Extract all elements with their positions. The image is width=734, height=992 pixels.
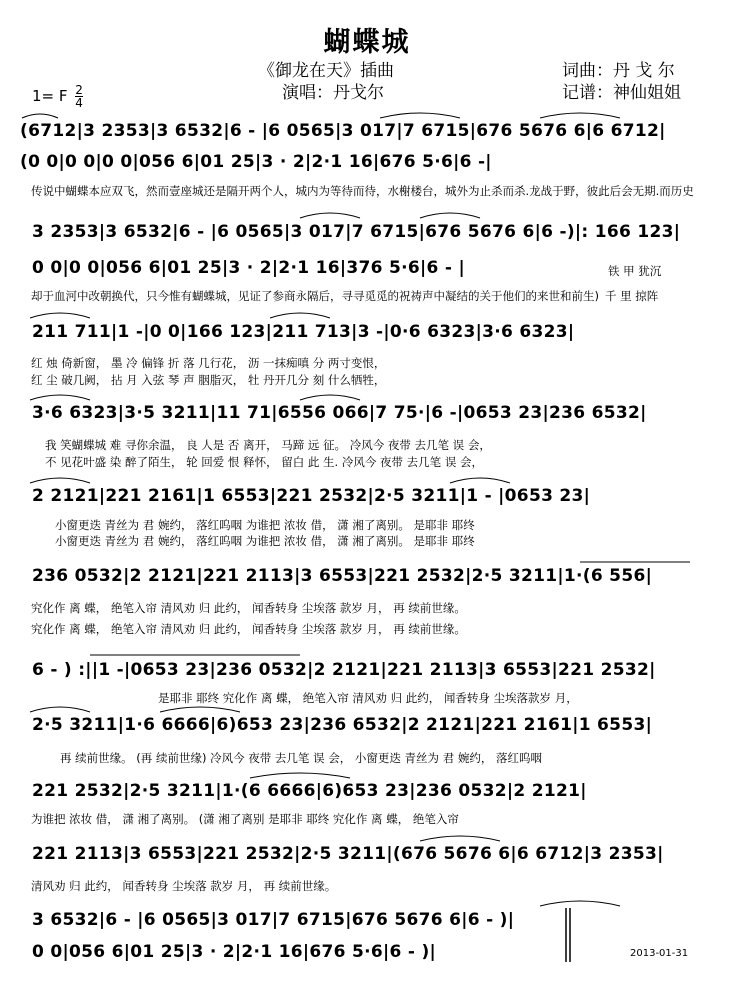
system-8-lyric: 再 续前世缘。 (再 续前世缘) 冷风今 夜带 去几笔 误 会， 小窗更迭 青丝为 君 婉约， 落红呜咽 (60, 751, 542, 765)
verse-1-lyric-end: 铁 甲 犹沉 (608, 264, 662, 278)
system-5-lyric-1: 小窗更迭 青丝为 君 婉约， 落红呜咽 为谁把 浓妆 借， 潇 湘了离别。 是耶非 耶终 (55, 518, 475, 532)
system-9-lyric: 为谁把 浓妆 借， 潇 湘了离别。 (潇 湘了离别 是耶非 耶终 究化作 离 蝶， 绝笔入帘 (31, 812, 459, 826)
system-10-staff: 221 2113|3 6553|221 2532|2·5 3211|(676 5676 6|6 6712|3 2353| (32, 844, 664, 864)
composer-credit: 词曲：丹 戈 尔 (562, 61, 675, 81)
system-9-staff: 221 2532|2·5 3211|1·(6 6666|6)653 23|236 0532|2 2121| (32, 781, 587, 801)
system-10-lyric: 清风劝 归 此约， 闻香转身 尘埃落 款岁 月， 再 续前世缘。 (31, 879, 337, 893)
subtitle: 《御龙在天》插曲 (258, 61, 394, 81)
system-4-staff: 3·6 6323|3·5 3211|11 71|6556 066|7 75·|6 -|0653 23|236 6532| (32, 403, 647, 423)
system-3-lyric-1: 红 烛 倚新窗， 墨 冷 偏锋 折 落 几行花， 沥 一抹痴嗔 分 两寸变恨， (31, 356, 386, 370)
slur-mark (30, 707, 90, 712)
system-6-lyric-1: 究化作 离 蝶， 绝笔入帘 清风劝 归 此约， 闻香转身 尘埃落 款岁 月， 再 续前世缘。 (31, 601, 466, 615)
song-title: 蝴蝶城 (323, 27, 411, 58)
time-signature-bottom: 4 (75, 96, 83, 110)
system-11-top-staff: 3 6532|6 - |6 0565|3 017|7 6715|676 5676 6|6 - )| (32, 910, 515, 930)
transcriber-credit: 记谱：神仙姐姐 (562, 83, 681, 103)
system-3-lyric-2: 红 尘 破几阙， 拈 月 入弦 琴 声 胭脂灭， 牡 丹开几分 刻 什么牺牲， (31, 373, 386, 387)
singer-credit: 演唱：丹戈尔 (282, 83, 384, 103)
verse-2-lyric-end: 千 里 掠阵 (605, 289, 659, 303)
system-4-lyric-1: 我 笑蝴蝶城 难 寻你余温， 良 人是 否 离开， 马蹄 远 征。 冷风今 夜带 去几笔 误 会， (45, 438, 491, 452)
system-4-lyric-2: 不 见花叶盛 染 醉了陌生， 轮 回爱 恨 释怀， 留白 此 生. 冷风今 夜带 去几笔 误 会， (45, 455, 483, 469)
slur-mark (540, 113, 620, 118)
slur-mark (22, 114, 58, 118)
slur-mark (270, 313, 330, 318)
system-5-staff: 2 2121|221 2161|1 6553|221 2532|2·5 3211|1 - |0653 23| (32, 486, 591, 506)
system-11-bottom-staff: 0 0|056 6|01 25|3 · 2|2·1 16|676 5·6|6 - )| (32, 942, 437, 962)
slur-mark (30, 478, 90, 483)
slur-mark (30, 395, 90, 400)
transcription-date: 2013-01-31 (630, 948, 689, 959)
system-8-staff: 2·5 3211|1·6 6666|6)653 23|236 6532|2 2121|221 2161|1 6553| (32, 715, 653, 735)
slur-mark (380, 113, 460, 118)
system-6-staff: 236 0532|2 2121|221 2113|3 6553|221 2532|2·5 3211|1·(6 556| (32, 566, 653, 586)
system-1-top-staff: (6712|3 2353|3 6532|6 - |6 0565|3 017|7 6715|676 5676 6|6 6712| (20, 121, 666, 141)
slur-mark (300, 213, 360, 218)
slur-mark (250, 773, 350, 778)
system-7-staff: 6 - ) :||1 -|0653 23|236 0532|2 2121|221 2113|3 6553|221 2532| (32, 660, 656, 680)
slur-mark (450, 478, 510, 483)
system-6-lyric-2: 究化作 离 蝶， 绝笔入帘 清风劝 归 此约， 闻香转身 尘埃落 款岁 月， 再 续前世缘。 (31, 622, 466, 636)
slur-mark (540, 901, 620, 906)
time-signature-top: 2 (75, 83, 83, 97)
system-1-bottom-staff: (0 0|0 0|0 0|056 6|01 25|3 · 2|2·1 16|676 5·6|6 -| (20, 152, 492, 172)
slur-mark (420, 836, 500, 841)
system-3-staff: 211 711|1 -|0 0|166 123|211 713|3 -|0·6 6323|3·6 6323| (32, 322, 575, 342)
slur-mark (300, 395, 360, 400)
intro-text-1: 传说中蝴蝶本应双飞，然而壹座城还是隔开两个人，城内为等待而待，水榭楼台，城外为止杀而杀.龙战于野，彼此后会无期.而历史 (31, 184, 694, 198)
system-2-bottom-staff: 0 0|0 0|056 6|01 25|3 · 2|2·1 16|376 5·6|6 - | (32, 258, 465, 278)
system-7-lyric: 是耶非 耶终 究化作 离 蝶， 绝笔入帘 清风劝 归 此约， 闻香转身 尘埃落款岁 月， (158, 691, 578, 705)
slur-mark (420, 213, 480, 218)
key-label: 1= F (32, 87, 68, 105)
slur-mark (30, 313, 90, 318)
slur-mark (160, 707, 240, 712)
intro-text-2: 却于血河中改朝换代，只今惟有蝴蝶城，见证了参商永隔后，寻寻觅觅的祝祷声中凝结的关于他们的来世和前生) (31, 289, 599, 303)
system-5-lyric-2: 小窗更迭 青丝为 君 婉约， 落红呜咽 为谁把 浓妆 借， 潇 湘了离别。 是耶非 耶终 (55, 534, 475, 548)
system-2-top-staff: 3 2353|3 6532|6 - |6 0565|3 017|7 6715|676 5676 6|6 -)|: 166 123| (32, 222, 681, 242)
